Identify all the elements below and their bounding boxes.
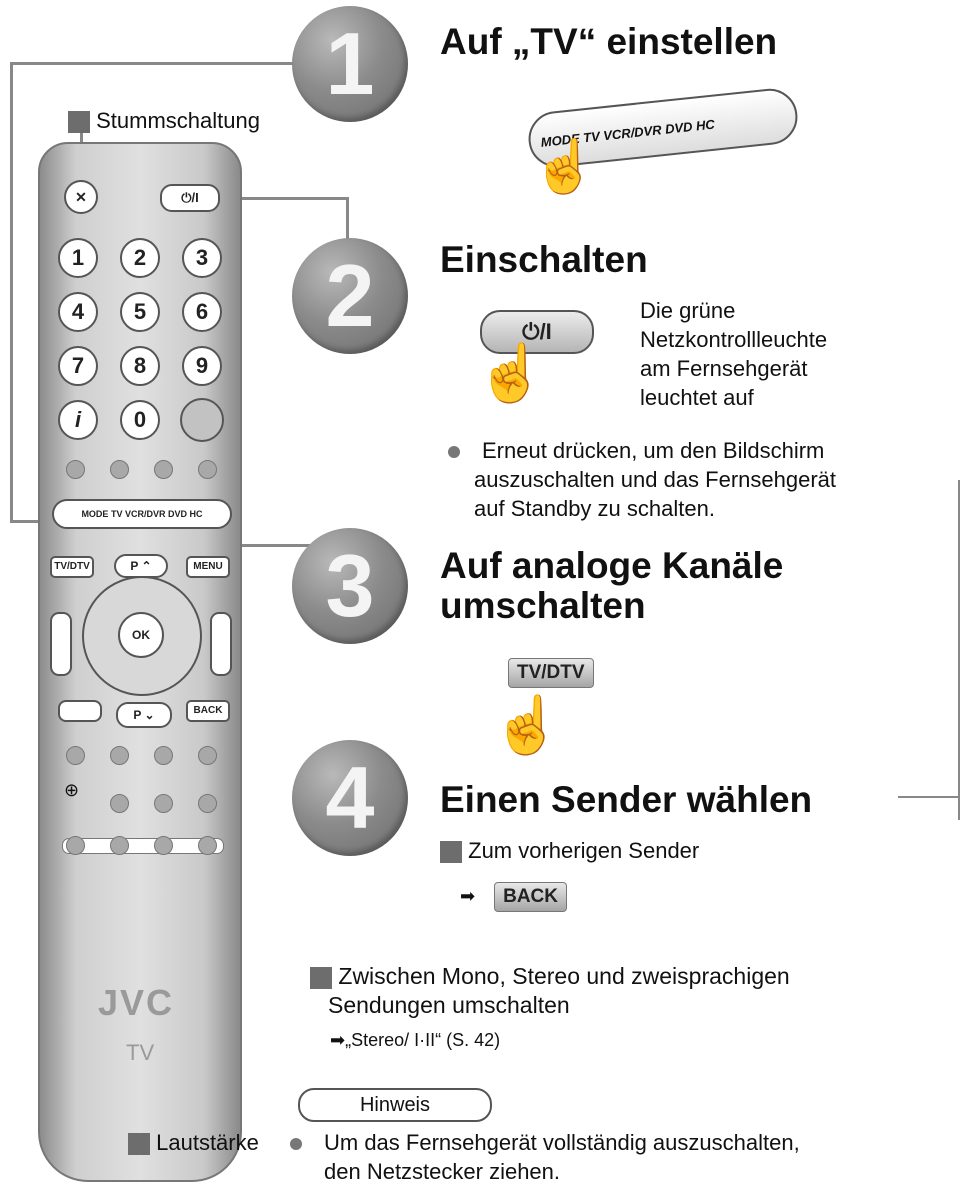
callout-line-1-left bbox=[10, 62, 13, 522]
mono-ref: ➡„Stereo/ I·II“ (S. 42) bbox=[330, 1030, 501, 1050]
step-3-title bbox=[440, 546, 783, 626]
step-3-number: 3 bbox=[292, 528, 408, 644]
step-3-title-line: umschalten bbox=[440, 585, 646, 626]
timer-icon: ⊕ bbox=[64, 780, 80, 800]
mode-label-vcr: VCR/DVR bbox=[124, 509, 166, 519]
info-button[interactable]: i bbox=[58, 400, 98, 440]
grey-button-r3-4[interactable] bbox=[198, 836, 217, 855]
tvdtv-key-big: TV/DTV bbox=[508, 658, 594, 688]
back-button[interactable]: BACK bbox=[186, 700, 230, 722]
arrow-icon: ➡ bbox=[460, 886, 476, 906]
power-key-illustration bbox=[470, 304, 600, 414]
mono-title-line: Zwischen Mono, Stereo und zweisprachigen bbox=[338, 963, 790, 989]
step-2-bullet-line: auf Standby zu schalten. bbox=[474, 496, 715, 521]
step-1-number: 1 bbox=[292, 6, 408, 122]
remote-control bbox=[38, 142, 242, 1182]
step-2-desc-line: am Fernsehgerät bbox=[640, 356, 808, 381]
tvdtv-button[interactable]: TV/DTV bbox=[50, 556, 94, 578]
volume-down-rocker[interactable] bbox=[50, 612, 72, 676]
mode-label-hc: HC bbox=[189, 509, 203, 519]
step-2-title: Einschalten bbox=[440, 239, 648, 280]
digit-8-button[interactable]: 8 bbox=[120, 346, 160, 386]
grey-button-r3-2[interactable] bbox=[110, 836, 129, 855]
digit-1-button[interactable]: 1 bbox=[58, 238, 98, 278]
page-edge-line bbox=[958, 480, 960, 820]
program-down-button[interactable]: P ⌄ bbox=[116, 702, 172, 728]
brand-sub-logo: TV bbox=[126, 1040, 155, 1065]
previous-channel bbox=[440, 836, 699, 865]
step-3-title-line: Auf analoge Kanäle bbox=[440, 545, 784, 586]
step-4-title: Einen Sender wählen bbox=[440, 779, 813, 820]
ok-button[interactable]: OK bbox=[118, 612, 164, 658]
grey-button-r2-3[interactable] bbox=[154, 794, 173, 813]
hand-icon: ☝ bbox=[532, 138, 597, 196]
previous-channel-label: Zum vorherigen Sender bbox=[468, 838, 700, 863]
round-grey-button[interactable] bbox=[180, 398, 224, 442]
step-2-desc-line: leuchtet auf bbox=[640, 385, 754, 410]
grey-button-r3-1[interactable] bbox=[66, 836, 85, 855]
bullet-dot bbox=[448, 446, 460, 458]
mode-label-mode: MODE bbox=[81, 509, 109, 519]
step-2-desc-line: Die grüne bbox=[640, 298, 736, 323]
mode-label-dvd: DVD bbox=[168, 509, 188, 519]
color-button-1[interactable] bbox=[66, 460, 85, 479]
step-1-title: Auf „TV“ einstellen bbox=[440, 21, 778, 62]
step-2-description bbox=[640, 296, 827, 412]
hand-icon: ☝ bbox=[476, 341, 546, 404]
back-key: BACK bbox=[494, 882, 567, 912]
digit-4-button[interactable]: 4 bbox=[58, 292, 98, 332]
power-button[interactable]: ⏻/I bbox=[160, 184, 220, 212]
volume-callout bbox=[128, 1128, 259, 1157]
note-label: Hinweis bbox=[359, 1094, 431, 1116]
menu-button[interactable]: MENU bbox=[186, 556, 230, 578]
blank-button[interactable] bbox=[58, 700, 102, 722]
grey-button-r3-3[interactable] bbox=[154, 836, 173, 855]
grey-button-r1-2[interactable] bbox=[110, 746, 129, 765]
digit-2-button[interactable]: 2 bbox=[120, 238, 160, 278]
mono-marker bbox=[310, 967, 332, 989]
mute-callout bbox=[68, 106, 260, 135]
digit-7-button[interactable]: 7 bbox=[58, 346, 98, 386]
color-button-2[interactable] bbox=[110, 460, 129, 479]
program-up-label: P bbox=[130, 559, 139, 573]
step-2-bullet bbox=[448, 436, 836, 523]
program-up-button[interactable]: P ⌃ bbox=[114, 554, 168, 578]
grey-button-r1-4[interactable] bbox=[198, 746, 217, 765]
power-key-big: ⏻/I bbox=[480, 310, 594, 354]
mode-label-tv: TV bbox=[110, 509, 123, 519]
digit-6-button[interactable]: 6 bbox=[182, 292, 222, 332]
note-text-line: Um das Fernsehgerät vollständig auszuschalten, bbox=[324, 1130, 800, 1155]
program-down-label: P bbox=[133, 708, 142, 722]
mono-stereo-section bbox=[310, 962, 790, 1020]
mode-selector[interactable] bbox=[52, 499, 232, 529]
volume-callout-label: Lautstärke bbox=[156, 1130, 259, 1155]
note-label-box bbox=[298, 1088, 492, 1122]
grey-button-r1-1[interactable] bbox=[66, 746, 85, 765]
digit-9-button[interactable]: 9 bbox=[182, 346, 222, 386]
color-button-4[interactable] bbox=[198, 460, 217, 479]
step-2-desc-line: Netzkontrollleuchte bbox=[640, 327, 828, 352]
mute-callout-label: Stummschaltung bbox=[96, 108, 260, 133]
hand-icon: ☝ bbox=[492, 693, 562, 756]
back-key-row bbox=[460, 882, 567, 912]
step-4-number: 4 bbox=[292, 740, 408, 856]
mono-title-line: Sendungen umschalten bbox=[328, 992, 570, 1018]
grey-button-r1-3[interactable] bbox=[154, 746, 173, 765]
grey-button-r2-2[interactable] bbox=[110, 794, 129, 813]
step-2-number: 2 bbox=[292, 238, 408, 354]
bullet-dot bbox=[290, 1138, 302, 1150]
callout-line-1-top bbox=[10, 62, 310, 65]
note-text-line: den Netzstecker ziehen. bbox=[324, 1159, 561, 1184]
note-text bbox=[290, 1128, 800, 1186]
grey-button-r2-4[interactable] bbox=[198, 794, 217, 813]
color-button-3[interactable] bbox=[154, 460, 173, 479]
digit-3-button[interactable]: 3 bbox=[182, 238, 222, 278]
mode-arc-labels: MODE TV VCR/DVR DVD HC bbox=[540, 116, 716, 150]
callout-line-4 bbox=[898, 796, 958, 798]
brand-logo: JVC bbox=[98, 982, 175, 1023]
mute-marker bbox=[68, 111, 90, 133]
step-2-bullet-line: auszuschalten und das Fernsehgerät bbox=[474, 467, 837, 492]
step-1-mode-illustration bbox=[528, 92, 808, 202]
digit-0-button[interactable]: 0 bbox=[120, 400, 160, 440]
tvdtv-key-illustration bbox=[488, 652, 598, 762]
previous-channel-marker bbox=[440, 841, 462, 863]
step-2-bullet-line: Erneut drücken, um den Bildschirm bbox=[482, 438, 825, 463]
volume-up-rocker[interactable] bbox=[210, 612, 232, 676]
mute-button[interactable]: ✕ bbox=[64, 180, 98, 214]
digit-5-button[interactable]: 5 bbox=[120, 292, 160, 332]
volume-marker bbox=[128, 1133, 150, 1155]
